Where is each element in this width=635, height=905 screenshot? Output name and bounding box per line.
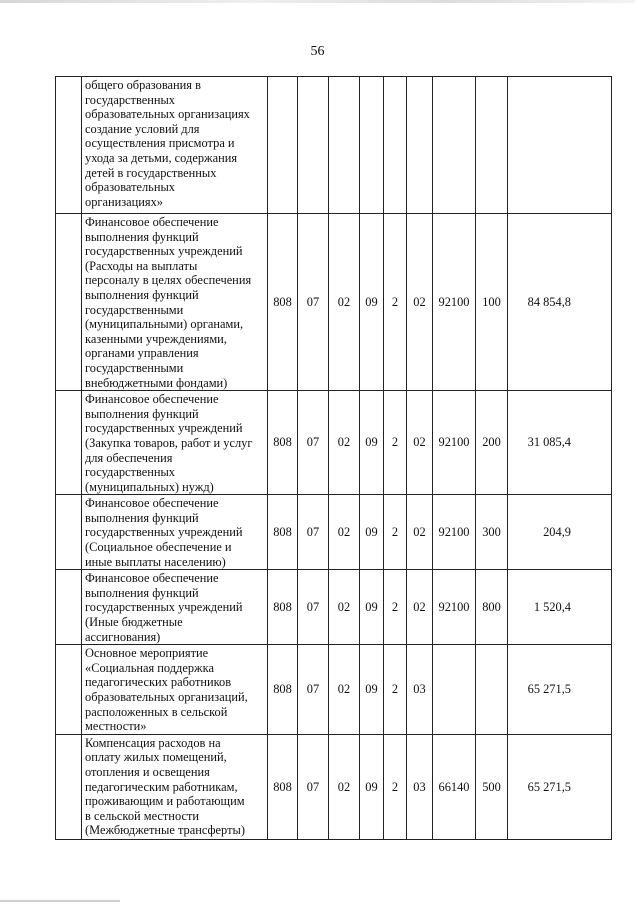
section-code-cell: 07 <box>298 734 329 839</box>
subprogram-code-cell: 2 <box>384 734 407 839</box>
program-code-cell: 09 <box>360 214 384 391</box>
subprogram-code-cell: 2 <box>384 214 407 391</box>
section-code-cell: 07 <box>298 570 329 645</box>
row-number-cell <box>56 214 82 391</box>
expense-name: Финансовое обеспечение выполнения функций государственных учреждений (Социальное обеспечение и иные выплаты населению) <box>85 496 243 569</box>
expense-name-cell <box>82 645 268 735</box>
section-code-cell <box>298 77 329 214</box>
amount-cell: 1 520,4 <box>508 570 612 645</box>
direction-code-cell: 92100 <box>433 495 476 570</box>
expense-name: Основное мероприятие «Социальная поддержка педагогических работников образовательных организаций, расположенных в сельской местности» <box>85 646 248 734</box>
expense-type-cell: 300 <box>476 495 508 570</box>
scan-edge-bottom <box>0 900 120 902</box>
expense-name-cell <box>82 214 268 391</box>
ministry-code-cell: 808 <box>268 645 298 735</box>
row-number-cell <box>56 391 82 495</box>
ministry-code-cell: 808 <box>268 734 298 839</box>
row-number-cell <box>56 570 82 645</box>
subsection-code-cell <box>329 77 360 214</box>
amount-cell: 204,9 <box>508 495 612 570</box>
event-code-cell: 03 <box>407 734 433 839</box>
section-code-cell: 07 <box>298 214 329 391</box>
ministry-code-cell: 808 <box>268 391 298 495</box>
subsection-code-cell: 02 <box>329 214 360 391</box>
amount-cell: 65 271,5 <box>508 645 612 735</box>
expense-type-cell: 200 <box>476 391 508 495</box>
table-row <box>56 391 612 495</box>
subsection-code-cell: 02 <box>329 495 360 570</box>
event-code-cell: 02 <box>407 214 433 391</box>
row-number-cell <box>56 495 82 570</box>
expense-name-cell <box>82 391 268 495</box>
expense-name-cell <box>82 495 268 570</box>
subsection-code-cell: 02 <box>329 570 360 645</box>
subprogram-code-cell <box>384 77 407 214</box>
expense-type-cell: 500 <box>476 734 508 839</box>
row-number-cell <box>56 77 82 214</box>
program-code-cell: 09 <box>360 570 384 645</box>
expense-name: общего образования в государственных образовательных организациях создание условий для осуществления присмотра и ухода за детьми, содержания детей в государственных образовательных организациях» <box>85 78 250 209</box>
ministry-code-cell <box>268 77 298 214</box>
section-code-cell: 07 <box>298 495 329 570</box>
subprogram-code-cell: 2 <box>384 645 407 735</box>
expense-name: Компенсация расходов на оплату жилых помещений, отопления и освещения педагогическим работникам, проживающим и работающим в сельской местности (Межбюджетные трансферты) <box>85 735 245 838</box>
direction-code-cell: 92100 <box>433 391 476 495</box>
subsection-code-cell: 02 <box>329 734 360 839</box>
table-row <box>56 495 612 570</box>
direction-code-cell <box>433 645 476 735</box>
event-code-cell: 02 <box>407 391 433 495</box>
table-row <box>56 734 612 839</box>
table-row <box>56 214 612 391</box>
event-code-cell: 03 <box>407 645 433 735</box>
table-row <box>56 570 612 645</box>
expense-type-cell: 100 <box>476 214 508 391</box>
row-number-cell <box>56 645 82 735</box>
expense-type-cell <box>476 77 508 214</box>
ministry-code-cell: 808 <box>268 570 298 645</box>
direction-code-cell <box>433 77 476 214</box>
section-code-cell: 07 <box>298 645 329 735</box>
expense-name: Финансовое обеспечение выполнения функций государственных учреждений (Расходы на выплаты персоналу в целях обеспечения выполнения функций государственными (муниципальными) органами, казенными учреждениями, органами управления государственными внебюджетными фондами) <box>85 215 252 390</box>
expense-name: Финансовое обеспечение выполнения функций государственных учреждений (Иные бюджетные ассигнования) <box>85 571 243 644</box>
program-code-cell: 09 <box>360 391 384 495</box>
event-code-cell <box>407 77 433 214</box>
amount-cell: 31 085,4 <box>508 391 612 495</box>
ministry-code-cell: 808 <box>268 214 298 391</box>
program-code-cell: 09 <box>360 734 384 839</box>
ministry-code-cell: 808 <box>268 495 298 570</box>
event-code-cell: 02 <box>407 495 433 570</box>
event-code-cell: 02 <box>407 570 433 645</box>
direction-code-cell: 92100 <box>433 570 476 645</box>
program-code-cell: 09 <box>360 645 384 735</box>
expense-name-cell <box>82 570 268 645</box>
section-code-cell: 07 <box>298 391 329 495</box>
expense-type-cell <box>476 645 508 735</box>
expense-name-cell <box>82 734 268 839</box>
table-row <box>56 645 612 735</box>
amount-cell <box>508 77 612 214</box>
expense-type-cell: 800 <box>476 570 508 645</box>
subsection-code-cell: 02 <box>329 645 360 735</box>
subprogram-code-cell: 2 <box>384 495 407 570</box>
row-number-cell <box>56 734 82 839</box>
direction-code-cell: 92100 <box>433 214 476 391</box>
scan-edge-top <box>0 0 635 3</box>
program-code-cell <box>360 77 384 214</box>
subprogram-code-cell: 2 <box>384 570 407 645</box>
subsection-code-cell: 02 <box>329 391 360 495</box>
table-row <box>56 77 612 214</box>
amount-cell: 84 854,8 <box>508 214 612 391</box>
direction-code-cell: 66140 <box>433 734 476 839</box>
program-code-cell: 09 <box>360 495 384 570</box>
subprogram-code-cell: 2 <box>384 391 407 495</box>
page-number: 56 <box>310 44 325 59</box>
budget-table <box>55 76 612 840</box>
expense-name-cell <box>82 77 268 214</box>
expense-name: Финансовое обеспечение выполнения функций государственных учреждений (Закупка товаров, работ и услуг для обеспечения государственных (муниципальных) нужд) <box>85 392 253 494</box>
amount-cell: 65 271,5 <box>508 734 612 839</box>
